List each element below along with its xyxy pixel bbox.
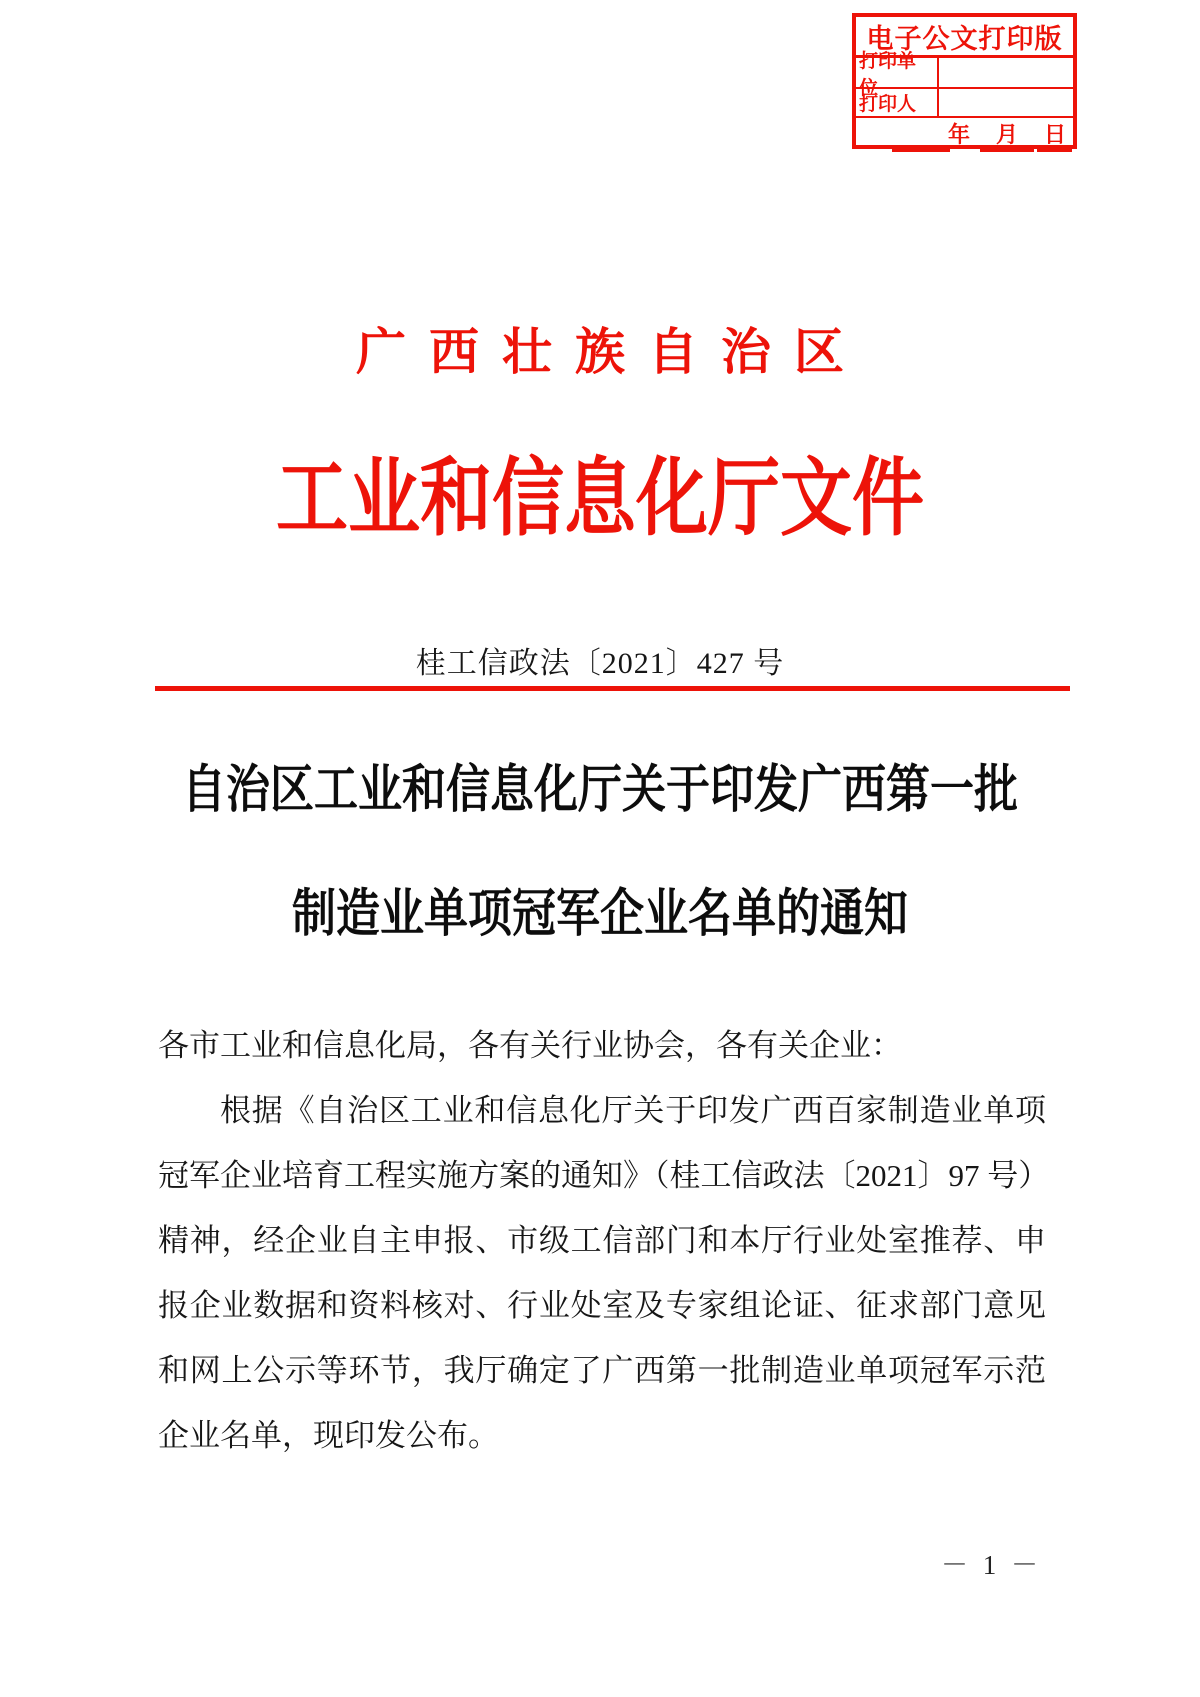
doc-title-line2: 制造业单项冠军企业名单的通知 xyxy=(292,885,908,943)
stamp-underline-segment xyxy=(892,149,950,152)
print-unit-label: 打印单位 xyxy=(856,58,939,87)
page-number: － 1 － xyxy=(941,1550,1042,1580)
body-line: 精神，经企业自主申报、市级工信部门和本厅行业处室推荐、申 xyxy=(158,1223,1046,1258)
stamp-title: 电子公文打印版 xyxy=(856,17,1073,58)
stamp-underline-segment xyxy=(980,149,1034,152)
stamp-month-label: 月 xyxy=(995,122,1018,147)
stamp-year-label: 年 xyxy=(948,122,971,147)
body-text xyxy=(158,1013,1050,1468)
stamp-date-row xyxy=(856,118,1073,149)
red-separator-rule xyxy=(155,686,1070,691)
stamp-day-label: 日 xyxy=(1043,122,1066,147)
stamp-underline-segment xyxy=(1037,149,1072,152)
stamp-row-print-unit xyxy=(856,50,1073,99)
body-line: 根据《自治区工业和信息化厅关于印发广西百家制造业单项 xyxy=(220,1093,1046,1128)
body-line: 报企业数据和资料核对、行业处室及专家组论证、征求部门意见 xyxy=(158,1288,1046,1323)
body-salutation: 各市工业和信息化局，各有关行业协会，各有关企业： xyxy=(158,1028,902,1063)
print-unit-field xyxy=(939,58,1073,87)
body-line: 企业名单，现印发公布。 xyxy=(158,1418,499,1453)
org-name-line1: 广西壮族自治区 xyxy=(356,324,867,380)
printer-label: 打印人 xyxy=(856,89,939,116)
body-line: 和网上公示等环节，我厅确定了广西第一批制造业单项冠军示范 xyxy=(158,1353,1046,1388)
electronic-print-stamp xyxy=(852,13,1077,149)
stamp-row-printer xyxy=(856,89,1073,118)
doc-reference-number: 桂工信政法〔2021〕427 号 xyxy=(415,647,785,680)
printer-field xyxy=(939,89,1073,116)
org-name-line2: 工业和信息化厅文件 xyxy=(275,452,924,547)
body-line: 冠军企业培育工程实施方案的通知》（桂工信政法〔2021〕97 号） xyxy=(158,1158,1050,1193)
doc-title-line1: 自治区工业和信息化厅关于印发广西第一批 xyxy=(182,761,1018,819)
